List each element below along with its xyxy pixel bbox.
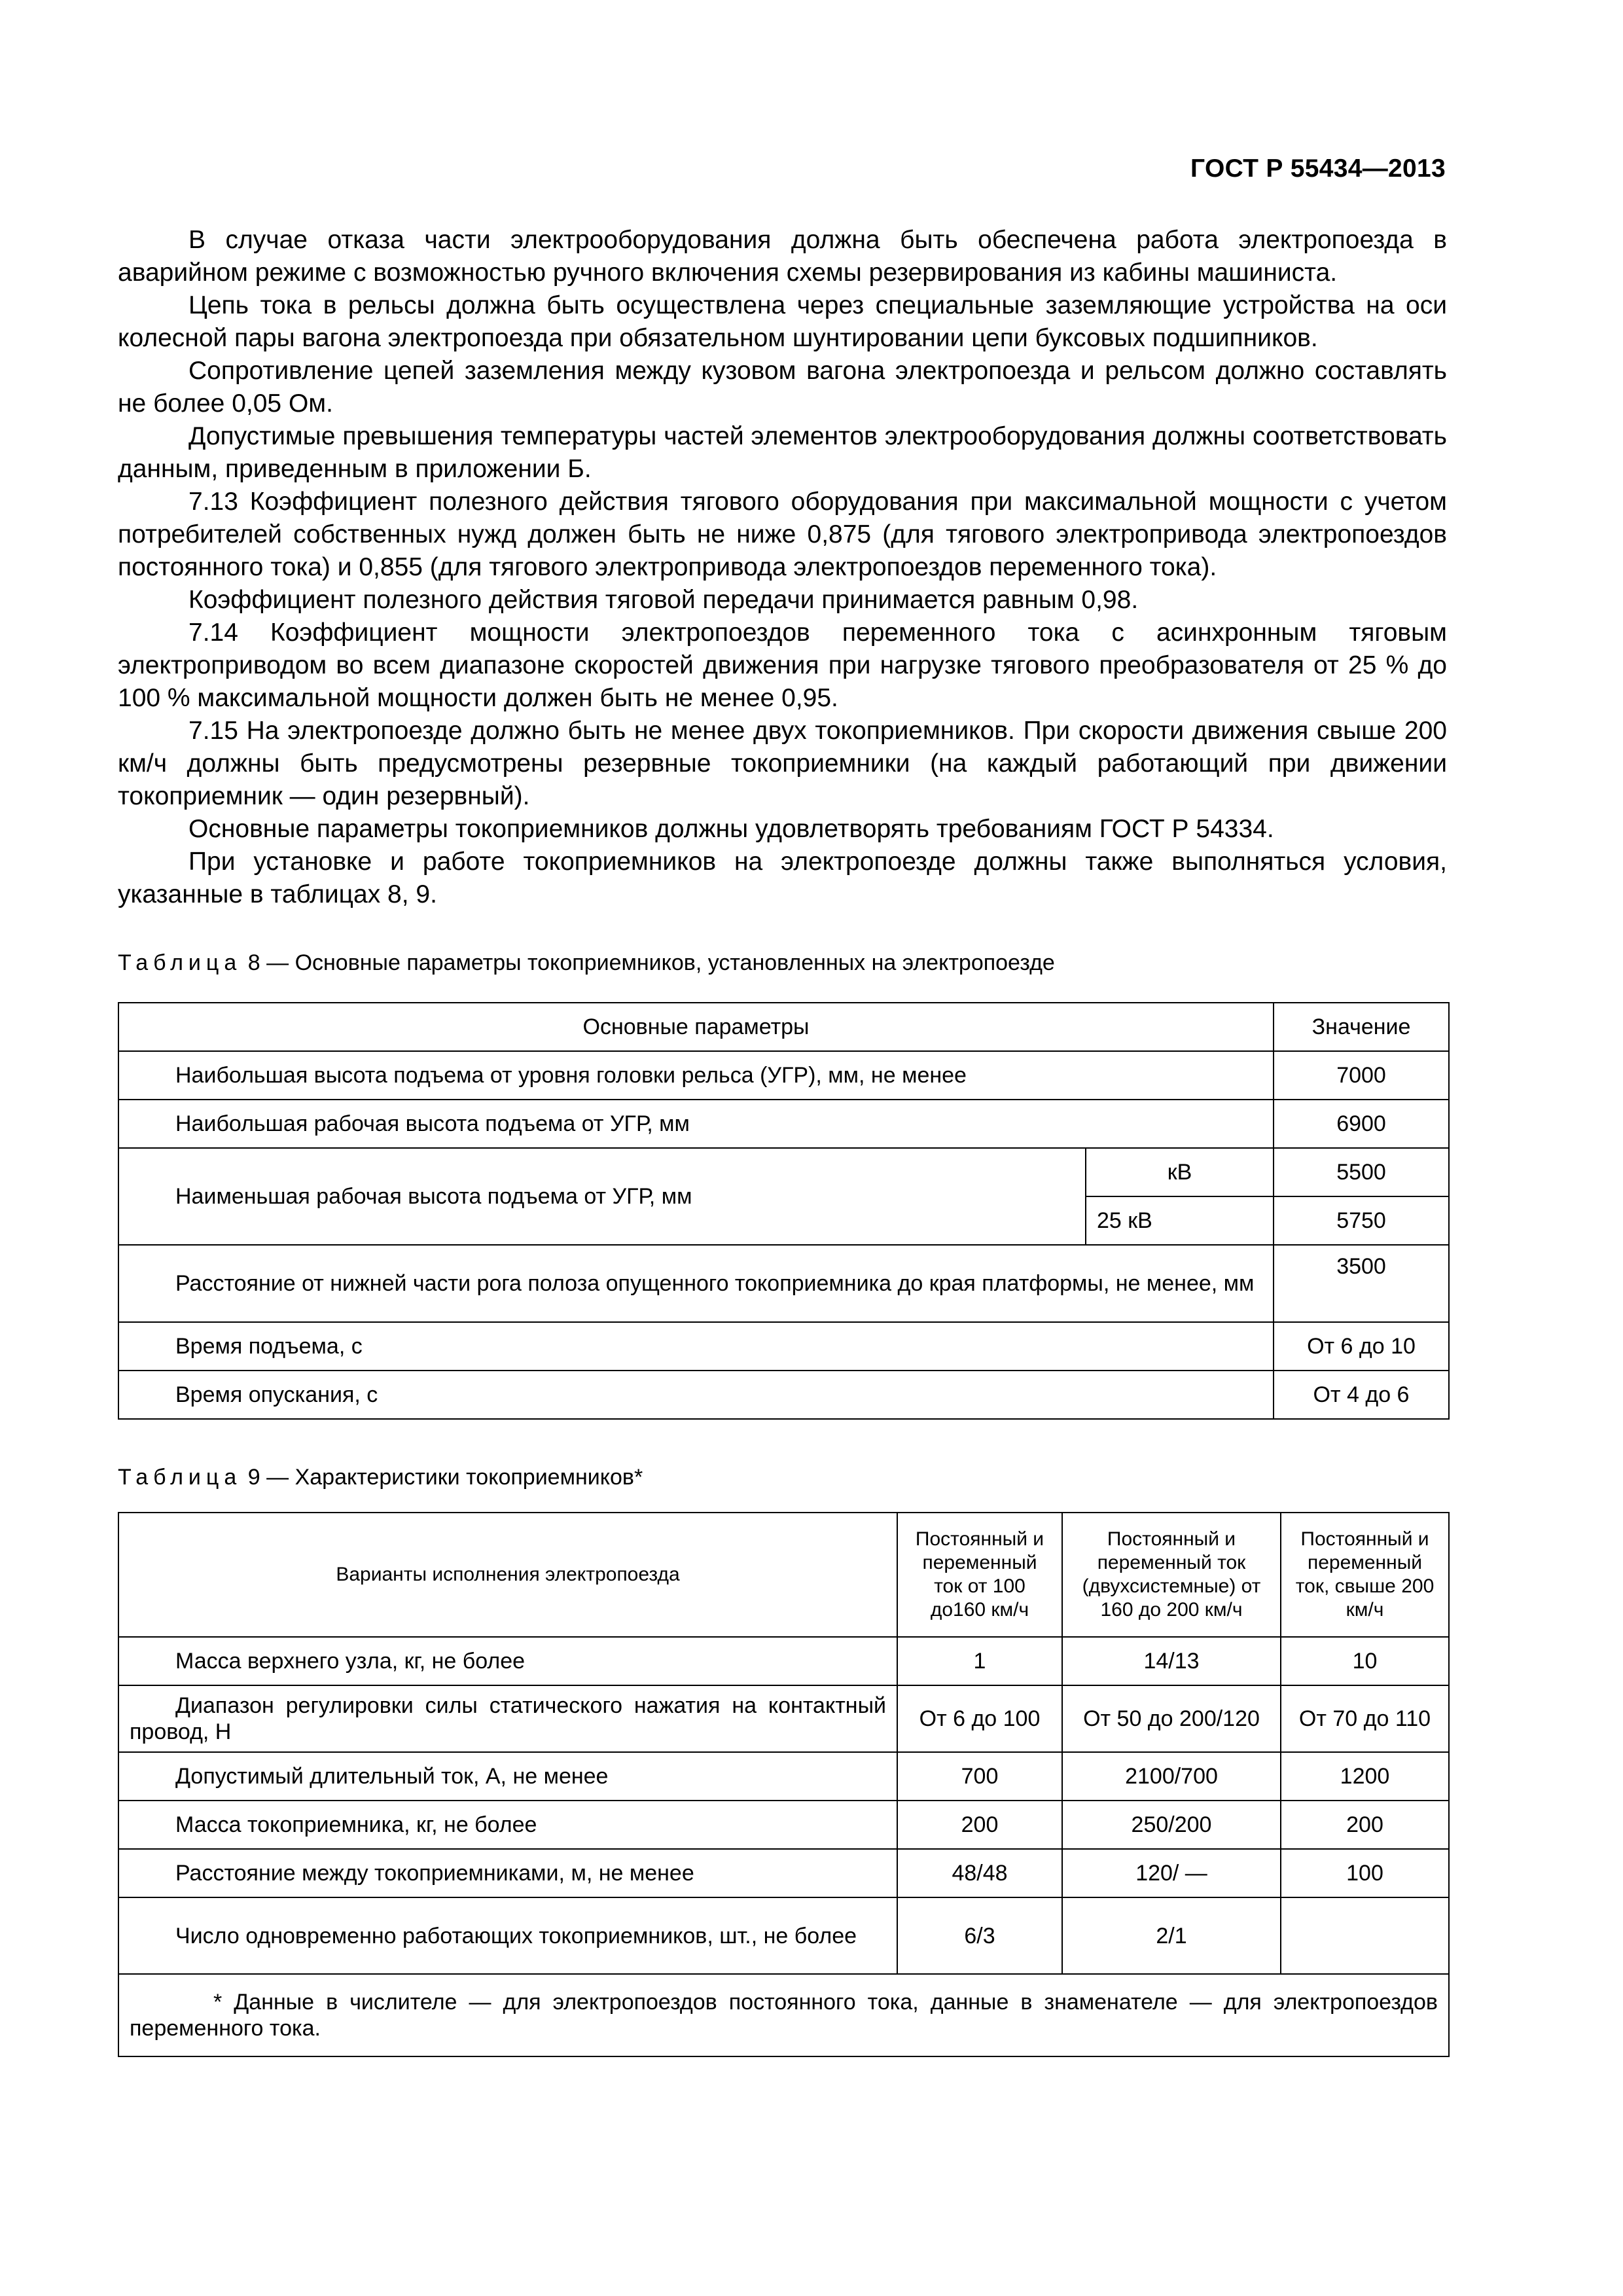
table-row	[118, 1371, 1449, 1419]
table-row	[118, 1148, 1449, 1196]
value-cell: 200	[1281, 1801, 1449, 1849]
value-cell: От 6 до 100	[897, 1685, 1062, 1752]
value-cell: От 50 до 200/120	[1062, 1685, 1281, 1752]
paragraph: При установке и работе токоприемников на электропоезде должны также выполняться условия, указанные в таблицах 8, 9.	[118, 848, 1447, 908]
param-cell: Наибольшая высота подъема от уровня головки рельса (УГР), мм, не менее	[118, 1051, 1274, 1100]
table8-caption	[118, 950, 1055, 976]
value-cell: 2/1	[1062, 1897, 1281, 1974]
paragraph: В случае отказа части электрооборудования должна быть обеспечена работа электропоезда в аварийном режиме с возможностью ручного включения схемы резервирования из кабины машиниста.	[118, 226, 1447, 287]
value-cell: 48/48	[897, 1849, 1062, 1897]
value-cell: От 70 до 110	[1281, 1685, 1449, 1752]
column-header-a: Постоянный и переменный ток от 100 до160 км/ч	[897, 1513, 1062, 1637]
table9-caption-word: Таблица	[118, 1465, 242, 1490]
voltage-cell: кВ	[1086, 1148, 1274, 1196]
value-cell: 2100/700	[1062, 1752, 1281, 1801]
table-header-row	[118, 1513, 1449, 1637]
column-header-c: Постоянный и переменный ток, свыше 200 км/ч	[1281, 1513, 1449, 1637]
paragraph: 7.15 На электропоезде должно быть не менее двух токоприемников. При скорости движения свыше 200 км/ч должны быть предусмотрены резервные токоприемники (на каждый работающий при движении токоприемник — один резервный).	[118, 717, 1447, 810]
param-cell: Наименьшая рабочая высота подъема от УГР, мм	[118, 1148, 1086, 1245]
value-cell: 1200	[1281, 1752, 1449, 1801]
column-header-params: Основные параметры	[118, 1003, 1274, 1051]
table-footnote: * Данные в числителе — для электропоездов постоянного тока, данные в знаменателе — для электропоездов переменного тока.	[118, 1974, 1449, 2056]
table-row	[118, 1801, 1449, 1849]
param-cell: Число одновременно работающих токоприемников, шт., не более	[118, 1897, 897, 1974]
table-footnote-row	[118, 1974, 1449, 2056]
value-cell: 10	[1281, 1637, 1449, 1685]
value-cell: 6900	[1274, 1100, 1449, 1148]
value-cell: 100	[1281, 1849, 1449, 1897]
value-cell: 200	[897, 1801, 1062, 1849]
param-cell: Время подъема, с	[118, 1322, 1274, 1371]
value-cell: 250/200	[1062, 1801, 1281, 1849]
paragraph: Основные параметры токоприемников должны удовлетворять требованиям ГОСТ Р 54334.	[188, 815, 1274, 843]
value-cell: 14/13	[1062, 1637, 1281, 1685]
paragraph: Цепь тока в рельсы должна быть осуществлена через специальные заземляющие устройства на оси колесной пары вагона электропоезда при обязательном шунтировании цепи буксовых подшипников.	[118, 291, 1447, 352]
value-cell: 6/3	[897, 1897, 1062, 1974]
param-cell: Диапазон регулировки силы статического нажатия на контактный провод, Н	[118, 1685, 897, 1752]
value-cell	[1281, 1897, 1449, 1974]
param-cell: Расстояние от нижней части рога полоза опущенного токоприемника до края платформы, не менее, мм	[118, 1245, 1274, 1322]
table-header-row	[118, 1003, 1449, 1051]
value-cell: 700	[897, 1752, 1062, 1801]
param-cell: Масса токоприемника, кг, не более	[118, 1801, 897, 1849]
value-cell: От 6 до 10	[1274, 1322, 1449, 1371]
table-row	[118, 1051, 1449, 1100]
param-cell: Расстояние между токоприемниками, м, не менее	[118, 1849, 897, 1897]
table-row	[118, 1100, 1449, 1148]
value-cell: 120/ —	[1062, 1849, 1281, 1897]
table-row	[118, 1897, 1449, 1974]
value-cell: От 4 до 6	[1274, 1371, 1449, 1419]
column-header-variants: Варианты исполнения электропоезда	[118, 1513, 897, 1637]
value-cell: 3500	[1274, 1245, 1449, 1322]
column-header-b: Постоянный и переменный ток (двухсистемные) от 160 до 200 км/ч	[1062, 1513, 1281, 1637]
table-row	[118, 1322, 1449, 1371]
column-header-value: Значение	[1274, 1003, 1449, 1051]
voltage-cell: 25 кВ	[1086, 1196, 1274, 1245]
table9-caption-text: 9 — Характеристики токоприемников*	[247, 1465, 643, 1490]
table-row	[118, 1752, 1449, 1801]
paragraph: Сопротивление цепей заземления между кузовом вагона электропоезда и рельсом должно составлять не более 0,05 Ом.	[118, 357, 1447, 418]
table8-caption-text: 8 — Основные параметры токоприемников, установленных на электропоезде	[247, 950, 1055, 975]
paragraph: Коэффициент полезного действия тяговой передачи принимается равным 0,98.	[188, 586, 1139, 614]
param-cell: Наибольшая рабочая высота подъема от УГР, мм	[118, 1100, 1274, 1148]
value-cell: 5500	[1274, 1148, 1449, 1196]
table-row	[118, 1849, 1449, 1897]
param-cell: Время опускания, с	[118, 1371, 1274, 1419]
table-row	[118, 1637, 1449, 1685]
paragraph: 7.13 Коэффициент полезного действия тягового оборудования при максимальной мощности с учетом потребителей собственных нужд должен быть не ниже 0,875 (для тягового электропривода электропоездов постоянного тока) и 0,855 (для тягового электропривода электропоездов переменного тока).	[118, 488, 1447, 581]
value-cell: 5750	[1274, 1196, 1449, 1245]
paragraph: 7.14 Коэффициент мощности электропоездов переменного тока с асинхронным тяговым электроприводом во всем диапазоне скоростей движения при нагрузке тягового преобразователя от 25 % до 100 % максимальной мощности должен быть не менее 0,95.	[118, 619, 1447, 712]
value-cell: 7000	[1274, 1051, 1449, 1100]
table8	[118, 1002, 1450, 1420]
table-row	[118, 1245, 1449, 1322]
table-row	[118, 1685, 1449, 1752]
value-cell: 1	[897, 1637, 1062, 1685]
table9	[118, 1512, 1450, 2057]
param-cell: Масса верхнего узла, кг, не более	[118, 1637, 897, 1685]
table8-caption-word: Таблица	[118, 950, 242, 975]
param-cell: Допустимый длительный ток, А, не менее	[118, 1752, 897, 1801]
document-id-header: ГОСТ Р 55434—2013	[1190, 154, 1446, 183]
body-text	[118, 224, 1447, 911]
table9-caption	[118, 1464, 643, 1490]
paragraph: Допустимые превышения температуры частей элементов электрооборудования должны соответствовать данным, приведенным в приложении Б.	[118, 422, 1447, 483]
